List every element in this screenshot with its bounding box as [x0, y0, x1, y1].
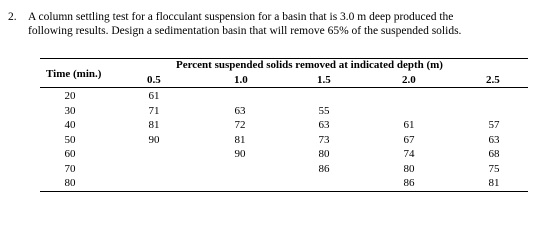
time-cell: 30	[64, 104, 76, 117]
time-column-header: Time (min.)	[46, 68, 102, 80]
value-cell: 80	[403, 162, 415, 175]
problem-number: 2.	[8, 11, 17, 23]
value-cell: 61	[148, 90, 160, 102]
time-cell: 70	[64, 162, 76, 175]
value-cell: 67	[403, 133, 415, 146]
time-cell: 80	[64, 177, 76, 189]
depth-2-5-column	[476, 118, 512, 191]
settling-test-table	[40, 58, 528, 192]
value-cell: 90	[234, 148, 246, 160]
depth-header-0-5: 0.5	[147, 74, 161, 86]
value-cell: 71	[148, 104, 160, 117]
value-cell: 81	[488, 177, 500, 189]
time-column	[40, 89, 100, 191]
time-cell: 60	[64, 148, 76, 160]
value-cell: 72	[234, 119, 246, 131]
value-cell: 74	[403, 148, 415, 160]
percent-removed-header: Percent suspended solids removed at indicated depth (m)	[176, 59, 443, 71]
table-bottom-rule	[40, 191, 528, 192]
value-cell: 90	[148, 133, 160, 146]
depth-1-0-column	[222, 104, 258, 162]
value-cell: 80	[318, 148, 330, 160]
value-cell: 81	[148, 119, 160, 131]
value-cell: 61	[403, 119, 415, 131]
depth-header-1-0: 1.0	[234, 74, 248, 86]
value-cell: 81	[234, 133, 246, 146]
value-cell: 55	[318, 104, 330, 117]
value-cell: 86	[318, 162, 330, 175]
time-cell: 40	[64, 119, 76, 131]
value-cell: 57	[488, 119, 500, 131]
problem-text-line-1: A column settling test for a flocculant suspension for a basin that is 3.0 m deep produced the	[28, 11, 454, 23]
time-cell: 20	[64, 90, 76, 102]
depth-header-1-5: 1.5	[317, 74, 331, 86]
time-cell: 50	[64, 133, 76, 146]
depth-1-5-column	[306, 104, 342, 177]
value-cell: 68	[488, 148, 500, 160]
problem-text-line-2: following results. Design a sedimentation basin that will remove 65% of the suspended solids.	[28, 25, 462, 37]
value-cell: 63	[488, 133, 500, 146]
depth-2-0-column	[391, 118, 427, 191]
value-cell: 73	[318, 133, 330, 146]
value-cell: 86	[403, 177, 415, 189]
depth-header-2-5: 2.5	[486, 74, 500, 86]
depth-0-5-column	[136, 89, 172, 147]
value-cell: 75	[488, 162, 500, 175]
value-cell: 63	[318, 119, 330, 131]
value-cell: 63	[234, 104, 246, 117]
depth-header-2-0: 2.0	[402, 74, 416, 86]
table-header-rule	[40, 87, 528, 88]
